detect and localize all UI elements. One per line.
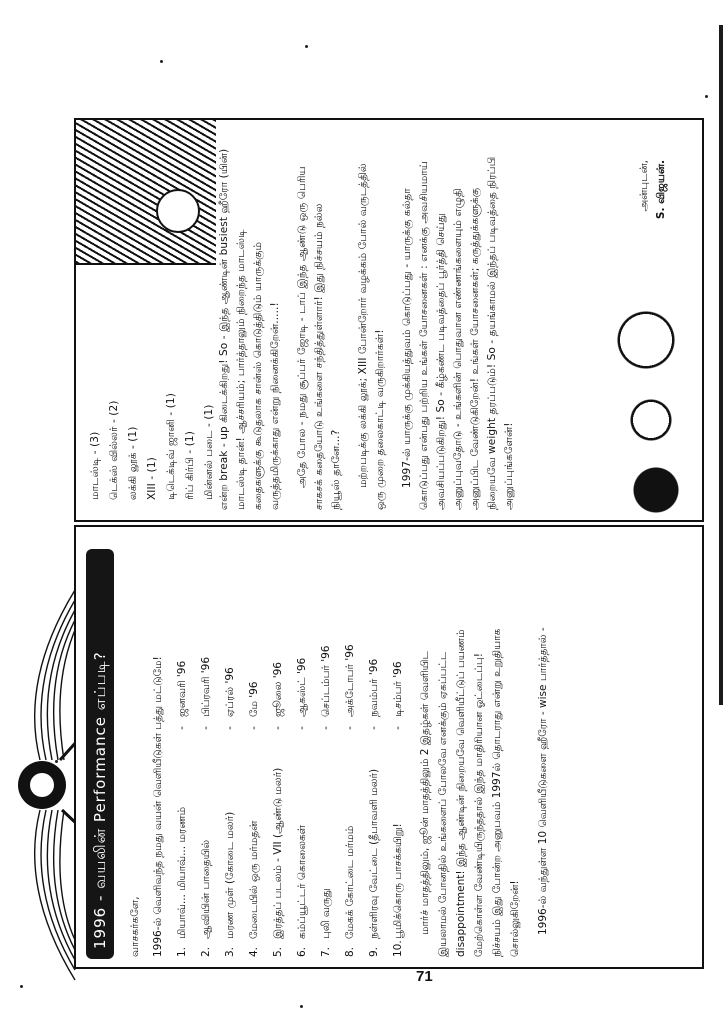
- tally-item: மின்னல் படை - (1): [203, 404, 215, 500]
- text-line: கொடுப்பது என்பது பற்றிய உங்கள் யோசனைகள் : எனக்கு அவசியமாய்: [418, 161, 430, 510]
- text-line: கதைகளுக்கு கூடுதலாக சான்ஸ் கொடுத்திடும் யாருக்கும்: [252, 241, 264, 510]
- release-row: 5. இரத்தப் படலம் - VII (ஆண்டு மலர்) - ஜூலை '96: [272, 662, 284, 957]
- footer-line: 1996-ல் வந்துள்ள 10 வெளியீடுகளை ஹீரோ - wise பார்த்தால் -: [537, 627, 549, 935]
- release-row: 9. நள்ளிரவு வேட்டை (தீபாவளி மலர்) - நவம்பர் '96: [368, 658, 380, 957]
- release-row: 4. மேடையில் ஒரு மர்மதன் - மே '96: [248, 681, 260, 957]
- scan-speck: [300, 1005, 303, 1008]
- text-line: மற்றபடிக்கு லக்கி லூக்; XIII போன்றோர் வழக்கம் போல் வருடத்தில்: [357, 163, 369, 488]
- paragraph: [294, 130, 345, 510]
- editor-note-panel: [74, 118, 704, 522]
- tally-item: XIII - (1): [146, 457, 158, 500]
- editor-note-body: [216, 130, 518, 510]
- release-row: 3. மரண முள் (கோடை மலர்) - ஏப்ரல் '96: [224, 667, 236, 957]
- text-line: ஒரு முறை தலைகாட்டி வருகிறார்கள்!: [374, 329, 386, 510]
- tally-item: டிடெக்டிவ் ஜானி - (1): [165, 393, 177, 500]
- reader-figure-icon: [156, 189, 200, 233]
- hero-tally-list: [86, 393, 219, 500]
- text-line: மாடஸ்டி தான்! ஆச்சரியம்; பார்த்தாலும் நிறைந்த மாடஸ்டி: [235, 229, 247, 510]
- intro: 1996-ல் வெளிவந்த நமது வயன் வெளியீடுகள் பத்து மட்டுமே!: [152, 656, 164, 957]
- paragraph: [216, 130, 284, 510]
- cartoon-group-illustration: [596, 280, 702, 520]
- dragon-emblem-icon: [0, 560, 80, 1020]
- text-line: அனுப்புங்களேன்!: [503, 422, 515, 510]
- text-line: வருத்தமிருக்காது என்று நினைக்கிறேன்.....!: [269, 302, 281, 510]
- release-row: 1. மியாவ்... மியாவ்... மரணம் - ஜனவரி '96: [176, 660, 188, 957]
- text-line: நியூஸ் தானே...?: [330, 429, 342, 510]
- text-line: அதே போல - நமது சூப்பர் ஜோடி - டாப் இந்த ஆண்டு ஒரு பெரிய: [296, 166, 308, 488]
- scan-speck: [160, 60, 163, 63]
- signoff: [636, 160, 670, 219]
- release-row: 8. மேகக் கோட்டை மர்மம் - அக்டோபர் '96: [344, 644, 356, 957]
- scan-edge-bar: [719, 25, 723, 705]
- tally-item: மாடஸ்டி - (3): [89, 431, 101, 500]
- paragraph: [399, 130, 518, 510]
- text-line: 1997-ல் யாருக்கு முக்கியத்துவம் கொடுப்பது - யாருக்கு கல்தா: [401, 188, 413, 488]
- performance-body: [124, 537, 552, 957]
- tally-item: ரிப் கிர்பி - (1): [184, 431, 196, 500]
- scan-speck: [705, 95, 708, 98]
- text-line: என்ற break - up கிடைக்கிறது! So - இந்த ஆண்டின் busiest ஹீரோ (யின்): [218, 148, 230, 510]
- text-line: அனுப்பிட வேண்டுகிறேன்! உங்கள் யோசனைகள்; கருத்துக்களுக்கு: [469, 187, 481, 510]
- tally-item: லக்கி லூக் - (1): [127, 426, 139, 500]
- panel-title: 1996 - வயலின் Performance எப்படி?: [86, 549, 114, 959]
- text-line: நிறையவே weight தரப்படும்! So - தயங்காமல் இந்தப் படிவத்தை நிரப்பி: [486, 156, 498, 510]
- text-line: மார்ச் மாதத்திலும், ஜூன் மாதத்திலும் 2 இதழ்கள் வெளியிட: [419, 651, 431, 935]
- scan-speck: [305, 45, 308, 48]
- release-row: 7. புலி வருது - செப்டம்பர் '96: [320, 645, 332, 957]
- text-line: அனுப்புவதோடு - உங்களின் பொதுவான எண்ணங்களையும் எழுதி: [452, 188, 464, 510]
- palm-scene-illustration: [76, 118, 216, 265]
- signoff-name: S. விஜயன்.: [655, 160, 667, 220]
- text-line: அவசியப்படுகிறது! So - கீழ்கண்ட படிவத்தைப் பூர்த்தி செய்து: [435, 213, 447, 510]
- release-row: 6. கம்ப்யூட்டர் கொலைகள் - ஆகஸ்ட் '96: [296, 657, 308, 957]
- paragraph: [355, 130, 389, 510]
- text-line: இயலாமல் போனதில் உங்களைப் போலவே எனக்கும் ஏகப்பட்ட: [437, 651, 449, 957]
- text-line: disappointment! இந்த ஆண்டின் நிறையவே வெளியீட்டுப் பயணம்: [455, 629, 467, 957]
- page-number: 71: [416, 968, 433, 985]
- tally-item: டெக்ஸ் வில்லர் - (2): [108, 400, 120, 500]
- text-line: சொல்லுகிறேன்!: [509, 880, 521, 957]
- greeting: வாசகர்களே,: [129, 896, 141, 957]
- performance-panel: [74, 525, 704, 969]
- text-line: நிச்சயம் இது போன்ற அனுபவம் 1997ல் தொடராது என்று உறுதியாக: [491, 628, 503, 957]
- release-list: [170, 537, 410, 957]
- text-line: சாகசக் கதையோடு உங்களை சந்தித்துள்ளார்! இது நிச்சயம் நல்ல: [313, 203, 325, 510]
- signoff-closing: அன்புடன்,: [638, 160, 650, 212]
- paragraph: [416, 537, 524, 957]
- release-row: 10. பூமிக்கொரு பாசக்கயிறு! - டிசம்பர் '96: [392, 661, 404, 957]
- release-row: 2. ஆவியின் பாதையில் - பிப்ரவரி '96: [200, 656, 212, 957]
- text-line: மேற்கொள்ள வேண்டியிருந்ததால் இந்த மாதிரியான ஓட்டைப்பு!: [473, 653, 485, 957]
